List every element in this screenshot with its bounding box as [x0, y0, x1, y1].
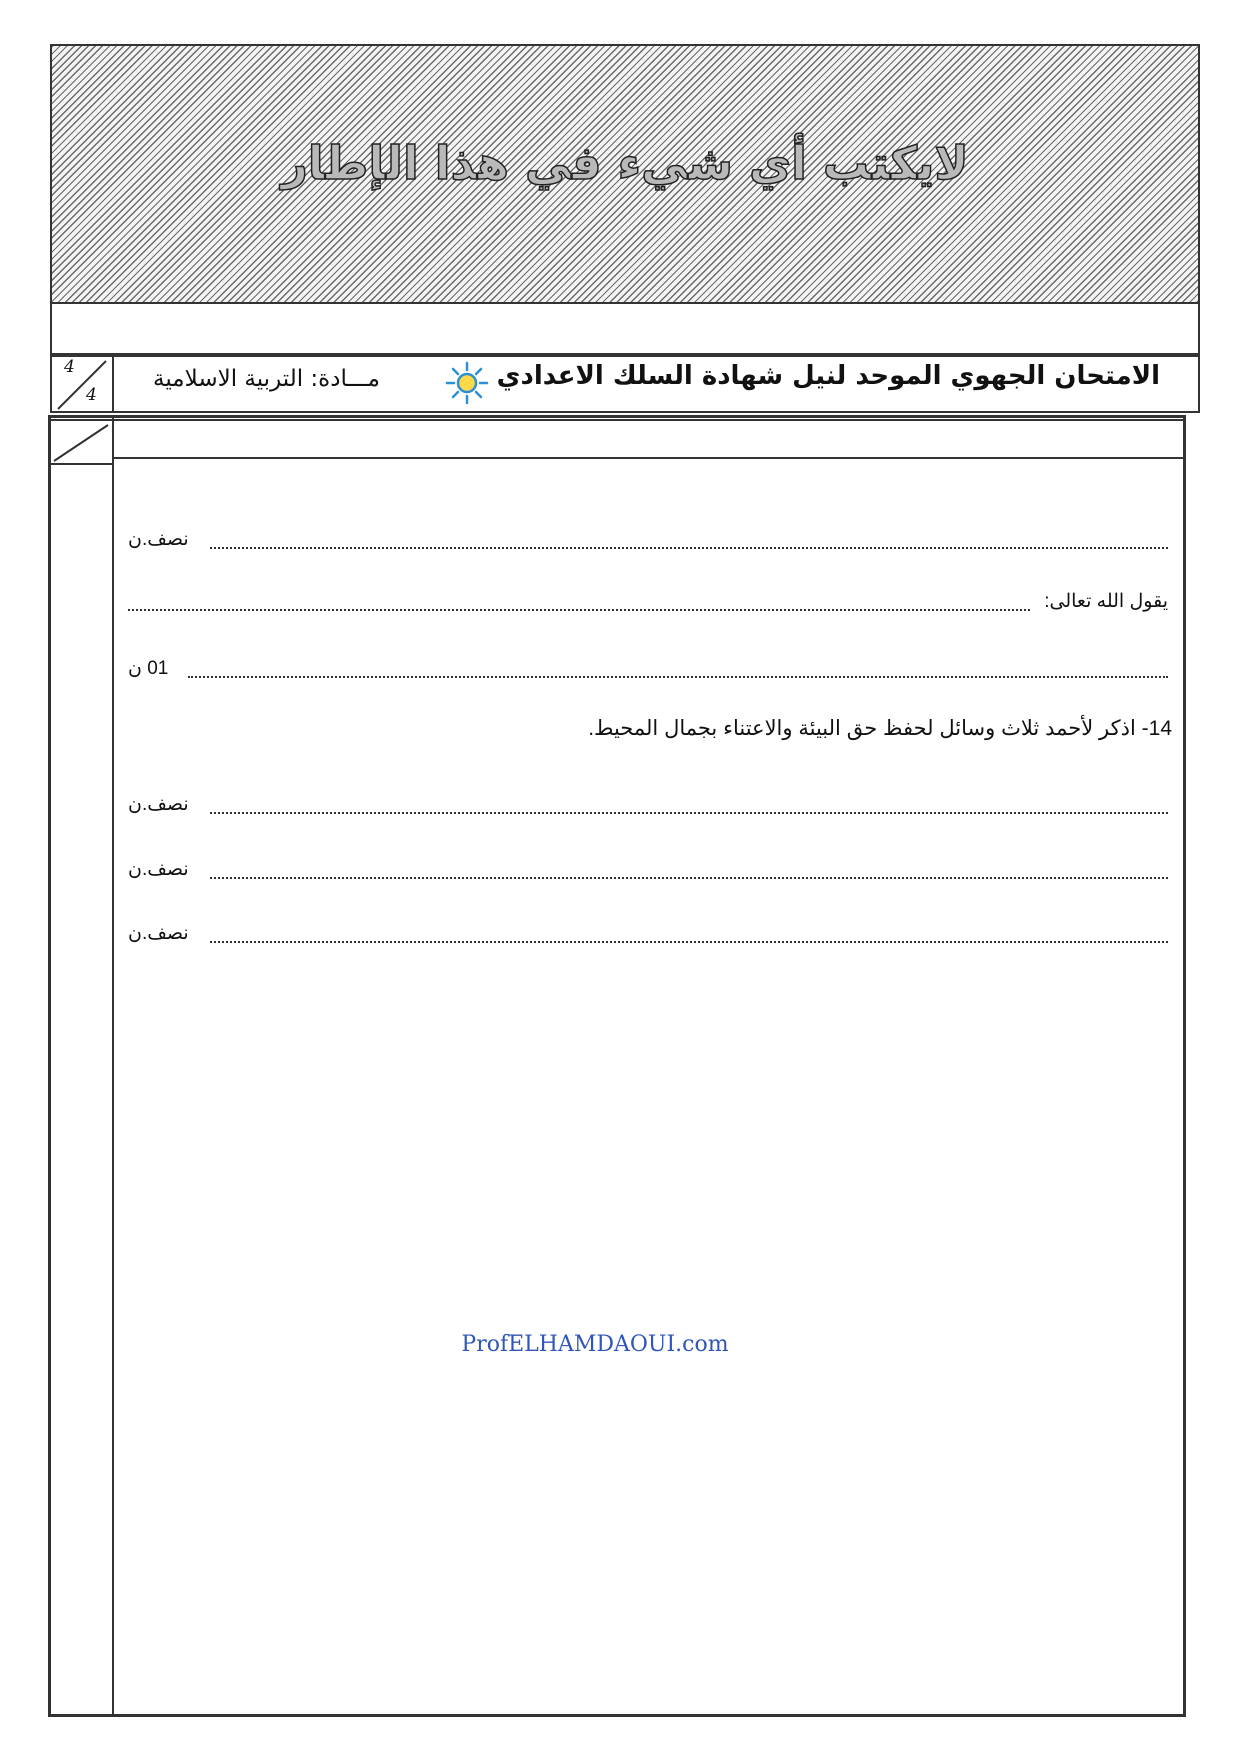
grading-margin-column [48, 415, 114, 1717]
score-label: نصف.ن [128, 859, 189, 880]
answer-line[interactable] [128, 525, 1168, 555]
dotted-line [188, 676, 1168, 678]
dotted-line [210, 812, 1168, 814]
dotted-line [128, 609, 1030, 611]
subject-label: مـــادة: التربية الاسلامية [153, 366, 381, 392]
score-label: نصف.ن [128, 794, 189, 815]
score-label: 01 ن [128, 658, 169, 679]
page-current: 4 [64, 357, 75, 377]
question-14: 14- اذكر لأحمد ثلاث وسائل لحفظ حق البيئة والاعتناء بجمال المحيط. [588, 717, 1172, 740]
page-total: 4 [86, 385, 97, 405]
score-label: نصف.ن [128, 923, 189, 944]
verse-line[interactable] [128, 587, 1168, 617]
page-number-slash [50, 355, 114, 413]
grading-margin-header [48, 421, 114, 465]
answer-line[interactable] [128, 855, 1168, 885]
dotted-line [210, 941, 1168, 943]
answer-line[interactable] [128, 919, 1168, 949]
no-write-banner [50, 44, 1200, 304]
sun-icon [445, 361, 489, 405]
dotted-line [210, 877, 1168, 879]
no-write-banner-text: لايكتب أي شيء في هذا الإطار [281, 136, 969, 190]
subheader-rule [114, 457, 1186, 459]
watermark-link[interactable]: ProfELHAMDAOUI.com [461, 1332, 729, 1357]
page-number-cell [50, 355, 114, 413]
dotted-line [210, 547, 1168, 549]
frame-double-rule [48, 419, 1186, 421]
answer-line[interactable] [128, 654, 1168, 684]
blank-strip [50, 303, 1200, 355]
exam-title: الامتحان الجهوي الموحد لنيل شهادة السلك الاعدادي [496, 361, 1160, 391]
answer-line[interactable] [128, 790, 1168, 820]
score-label: نصف.ن [128, 529, 189, 550]
verse-label: يقول الله تعالى: [1044, 591, 1168, 612]
